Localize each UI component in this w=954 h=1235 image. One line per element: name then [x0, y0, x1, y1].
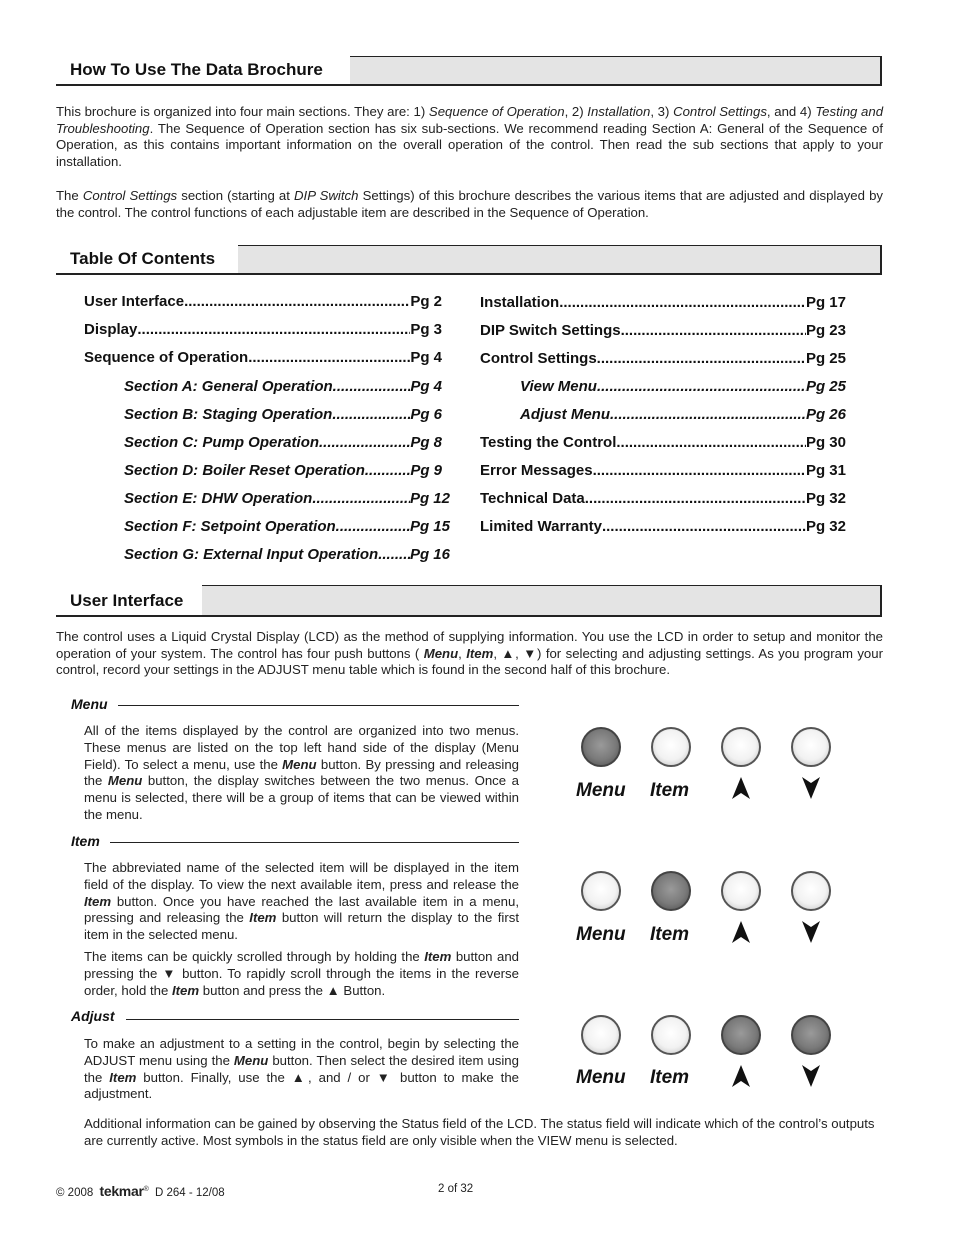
section-title: Table Of Contents	[70, 249, 216, 268]
item-paragraph-2: The items can be quickly scrolled through by holding the Item button and pressing the ▼ button. To rapidly scroll through the items in the reverse order, hold the Item button and press the ▲ Button.	[84, 949, 519, 998]
adjust-rule	[126, 1019, 519, 1020]
how-to-paragraph-2: The Control Settings section (starting at DIP Switch Settings) of this brochure describes the various items that are adjusted and displayed by the control. The control functions of each adjustable item are described in the Sequence of Operation.	[56, 188, 884, 220]
toc-entry[interactable]: Section D: Boiler Reset Operation ..... Pg 9	[124, 462, 442, 479]
section-title: How To Use The Data Brochure	[70, 60, 323, 79]
item-subheading: Item	[71, 833, 100, 849]
item-button[interactable]	[651, 1015, 691, 1055]
doc-number: D 264 - 12/08	[154, 1187, 225, 1199]
down-button[interactable]	[791, 1015, 831, 1055]
up-arrow-icon	[730, 1064, 752, 1088]
section-header-how-to	[56, 56, 882, 86]
section-header-toc	[56, 245, 882, 275]
toc-entry[interactable]: Technical Data ..... Pg 32	[480, 490, 846, 507]
toc-entry[interactable]: View Menu ..... Pg 25	[520, 378, 846, 395]
menu-subheading: Menu	[71, 696, 108, 712]
menu-button[interactable]	[581, 871, 621, 911]
ui-intro-paragraph: The control uses a Liquid Crystal Display (LCD) as the method of supplying information. You use the LCD in order to setup and monitor the operation of your system. The control has four push buttons ( Menu, Item, ▲, ▼) for selecting and adjusting settings. As you program your control, record your settings in the ADJUST menu table which is found in the second half of this brochure.	[56, 629, 883, 678]
toc-entry[interactable]: Section A: General Operation ..... Pg 4	[124, 378, 442, 395]
up-button[interactable]	[721, 871, 761, 911]
toc-entry[interactable]: Testing the Control ..... Pg 30	[480, 434, 846, 451]
registered-mark: ®	[143, 1186, 149, 1194]
up-arrow-icon	[730, 920, 752, 944]
menu-button[interactable]	[581, 727, 621, 767]
down-arrow-icon	[800, 1064, 822, 1088]
toc-entry[interactable]: Adjust Menu ..... Pg 26	[520, 406, 846, 423]
adjust-paragraph: To make an adjustment to a setting in the control, begin by selecting the ADJUST menu using the Menu button. Then select the desired item using the Item button. Finally, use the ▲, and / or ▼ button to make the adjustment.	[84, 1036, 520, 1102]
down-arrow-icon	[800, 920, 822, 944]
toc-entry[interactable]: Installation ..... Pg 17	[480, 294, 846, 311]
menu-button-label: Menu	[576, 780, 626, 801]
item-button[interactable]	[651, 871, 691, 911]
down-button[interactable]	[791, 727, 831, 767]
up-button[interactable]	[721, 727, 761, 767]
menu-button-label: Menu	[576, 924, 626, 945]
down-button[interactable]	[791, 871, 831, 911]
item-button-label: Item	[650, 1067, 690, 1088]
up-button[interactable]	[721, 1015, 761, 1055]
toc-entry[interactable]: Limited Warranty ..... Pg 32	[480, 518, 846, 535]
copyright: © 2008	[56, 1187, 94, 1199]
toc-entry[interactable]: Section C: Pump Operation ..... Pg 8	[124, 434, 442, 451]
down-arrow-icon	[800, 776, 822, 800]
adjust-subheading: Adjust	[71, 1008, 115, 1024]
menu-button-label: Menu	[576, 1067, 626, 1088]
item-rule	[110, 842, 519, 843]
toc-entry[interactable]: Error Messages ..... Pg 31	[480, 462, 846, 479]
how-to-paragraph-1: This brochure is organized into four main sections. They are: 1) Sequence of Operation, 2) Installation, 3) Control Settings, and 4) Testing and Troubleshooting. The Sequence of Operation section has six sub-sections. We recommend reading Section A: General of the Sequence of Operation, as this contains important information on the overall operation of the control. Then read the sub sections that apply to your installation.	[56, 104, 884, 170]
toc-entry[interactable]: Section E: DHW Operation ..... Pg 12	[124, 490, 450, 507]
menu-rule	[118, 705, 519, 706]
additional-info-paragraph: Additional information can be gained by observing the Status field of the LCD. The status field will indicate which of the control’s outputs are currently active. Most symbols in the status field are only visible when the VIEW menu is selected.	[84, 1116, 875, 1148]
section-header-user-interface	[56, 585, 882, 617]
item-button[interactable]	[651, 727, 691, 767]
page-number: 2 of 32	[438, 1183, 474, 1195]
up-arrow-icon	[730, 776, 752, 800]
toc-entry[interactable]: User Interface ..... Pg 2	[84, 293, 442, 310]
item-paragraph-1: The abbreviated name of the selected item will be displayed in the item field of the display. To view the next available item, press and release the Item button. Once you have reached the last available item in a menu, pressing and releasing the Item button will return the display to the first item in the selected menu.	[84, 860, 519, 943]
toc-entry[interactable]: Display ..... Pg 3	[84, 321, 442, 338]
toc-entry[interactable]: Control Settings ..... Pg 25	[480, 350, 846, 367]
item-button-label: Item	[650, 780, 690, 801]
toc-entry[interactable]: Sequence of Operation ..... Pg 4	[84, 349, 442, 366]
brand-logo: tekmar	[99, 1183, 144, 1199]
menu-button[interactable]	[581, 1015, 621, 1055]
menu-paragraph: All of the items displayed by the control are organized into two menus. These menus are listed on the top left hand side of the display (Menu Field). To select a menu, use the Menu button. By pressing and releasing the Menu button, the display switches between the two menus. Once a menu is selected, there will be a group of items that can be viewed within the menu.	[84, 723, 519, 822]
section-title: User Interface	[70, 591, 184, 610]
toc-entry[interactable]: Section B: Staging Operation ..... Pg 6	[124, 406, 442, 423]
footer	[56, 1183, 225, 1199]
toc-entry[interactable]: Section G: External Input Operation ..... Pg 16	[124, 546, 450, 563]
item-button-label: Item	[650, 924, 690, 945]
toc-entry[interactable]: DIP Switch Settings ..... Pg 23	[480, 322, 846, 339]
toc-entry[interactable]: Section F: Setpoint Operation ..... Pg 15	[124, 518, 450, 535]
